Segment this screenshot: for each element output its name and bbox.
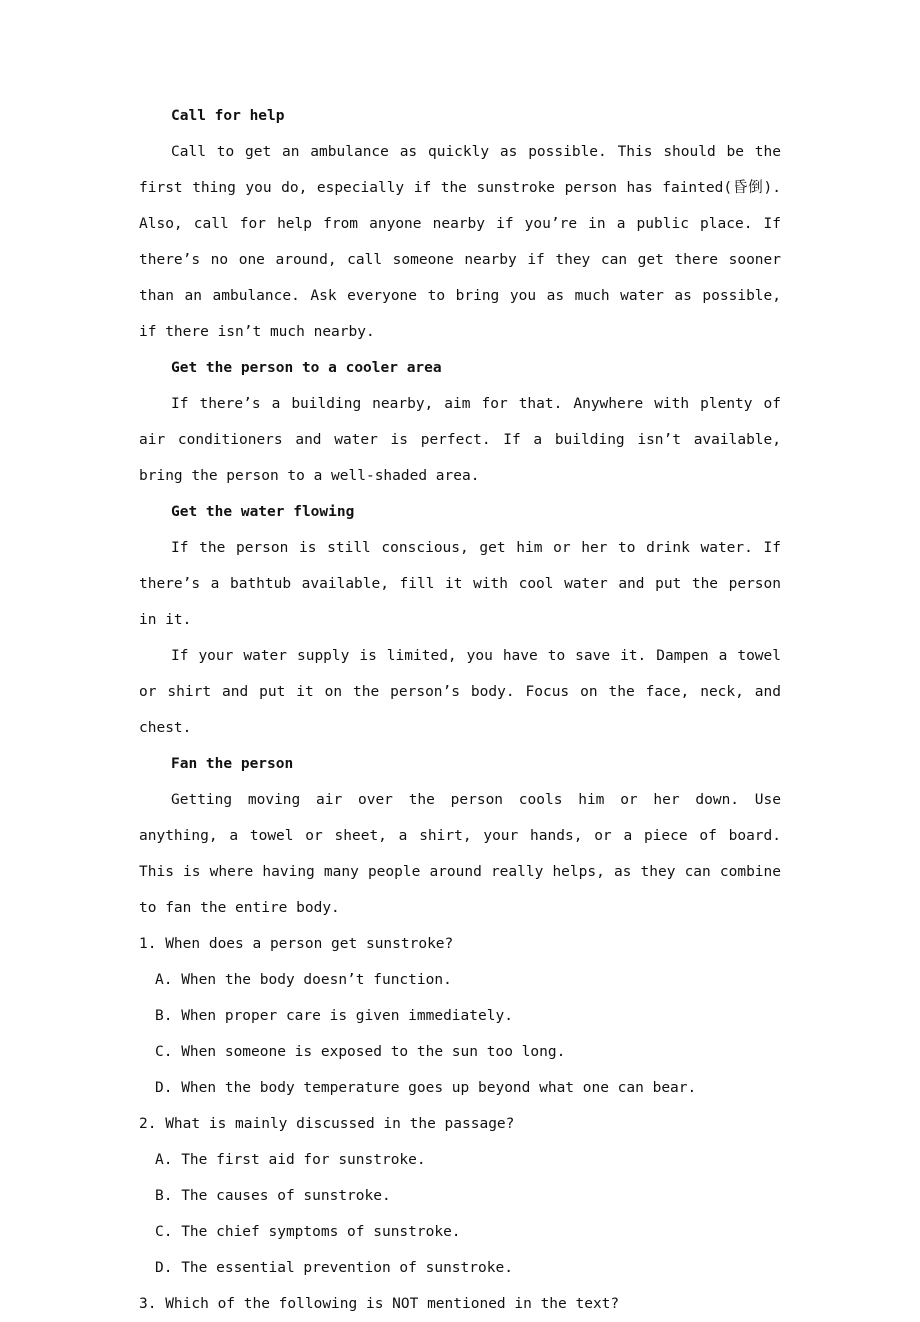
paragraph: Getting moving air over the person cools him or her down. Use anything, a towel or sheet, a shirt, your hands, or a piece of board. This is where having many people around really helps, as they can combine to fan the entire body. [139, 792, 781, 916]
section-body-cooler-area [139, 386, 781, 494]
option-a: A. When the body doesn’t function. [155, 972, 452, 988]
option-c: C. The chief symptoms of sunstroke. [155, 1224, 461, 1240]
section-body-fan-the-person [139, 782, 781, 926]
document-page [139, 98, 781, 1322]
option-b: B. When proper care is given immediately. [155, 1008, 513, 1024]
option-d: D. The essential prevention of sunstroke. [155, 1260, 513, 1276]
section-heading-cooler-area: Get the person to a cooler area [171, 360, 442, 376]
question-3 [139, 1286, 781, 1322]
section-body-call-for-help [139, 134, 781, 350]
option-c: C. When someone is exposed to the sun too long. [155, 1044, 566, 1060]
paragraph: If the person is still conscious, get him or her to drink water. If there’s a bathtub available, fill it with cool water and put the person in it. [139, 540, 781, 628]
section-heading-fan-the-person: Fan the person [171, 756, 294, 772]
question-text: 3. Which of the following is NOT mentioned in the text? [139, 1296, 620, 1312]
paragraph: If your water supply is limited, you have to save it. Dampen a towel or shirt and put it on the person’s body. Focus on the face, neck, and chest. [139, 648, 781, 736]
question-1 [139, 926, 781, 1106]
option-b: B. The causes of sunstroke. [155, 1188, 391, 1204]
section-body-water-flowing [139, 530, 781, 746]
section-heading-water-flowing: Get the water flowing [171, 504, 355, 520]
paragraph: Call to get an ambulance as quickly as possible. This should be the first thing you do, especially if the sunstroke person has fainted(昏倒). Also, call for help from anyone nearby if you’re in a public place. If there’s no one around, call someone nearby if they can get there sooner than an ambulance. Ask everyone to bring you as much water as possible, if there isn’t much nearby. [139, 144, 781, 340]
question-text: 2. What is mainly discussed in the passage? [139, 1116, 515, 1132]
paragraph: If there’s a building nearby, aim for that. Anywhere with plenty of air conditioners and water is perfect. If a building isn’t available, bring the person to a well-shaded area. [139, 396, 781, 484]
section-heading-call-for-help: Call for help [171, 108, 285, 124]
option-d: D. When the body temperature goes up beyond what one can bear. [155, 1080, 697, 1096]
option-a: A. The first aid for sunstroke. [155, 1152, 426, 1168]
question-2 [139, 1106, 781, 1286]
question-text: 1. When does a person get sunstroke? [139, 936, 454, 952]
